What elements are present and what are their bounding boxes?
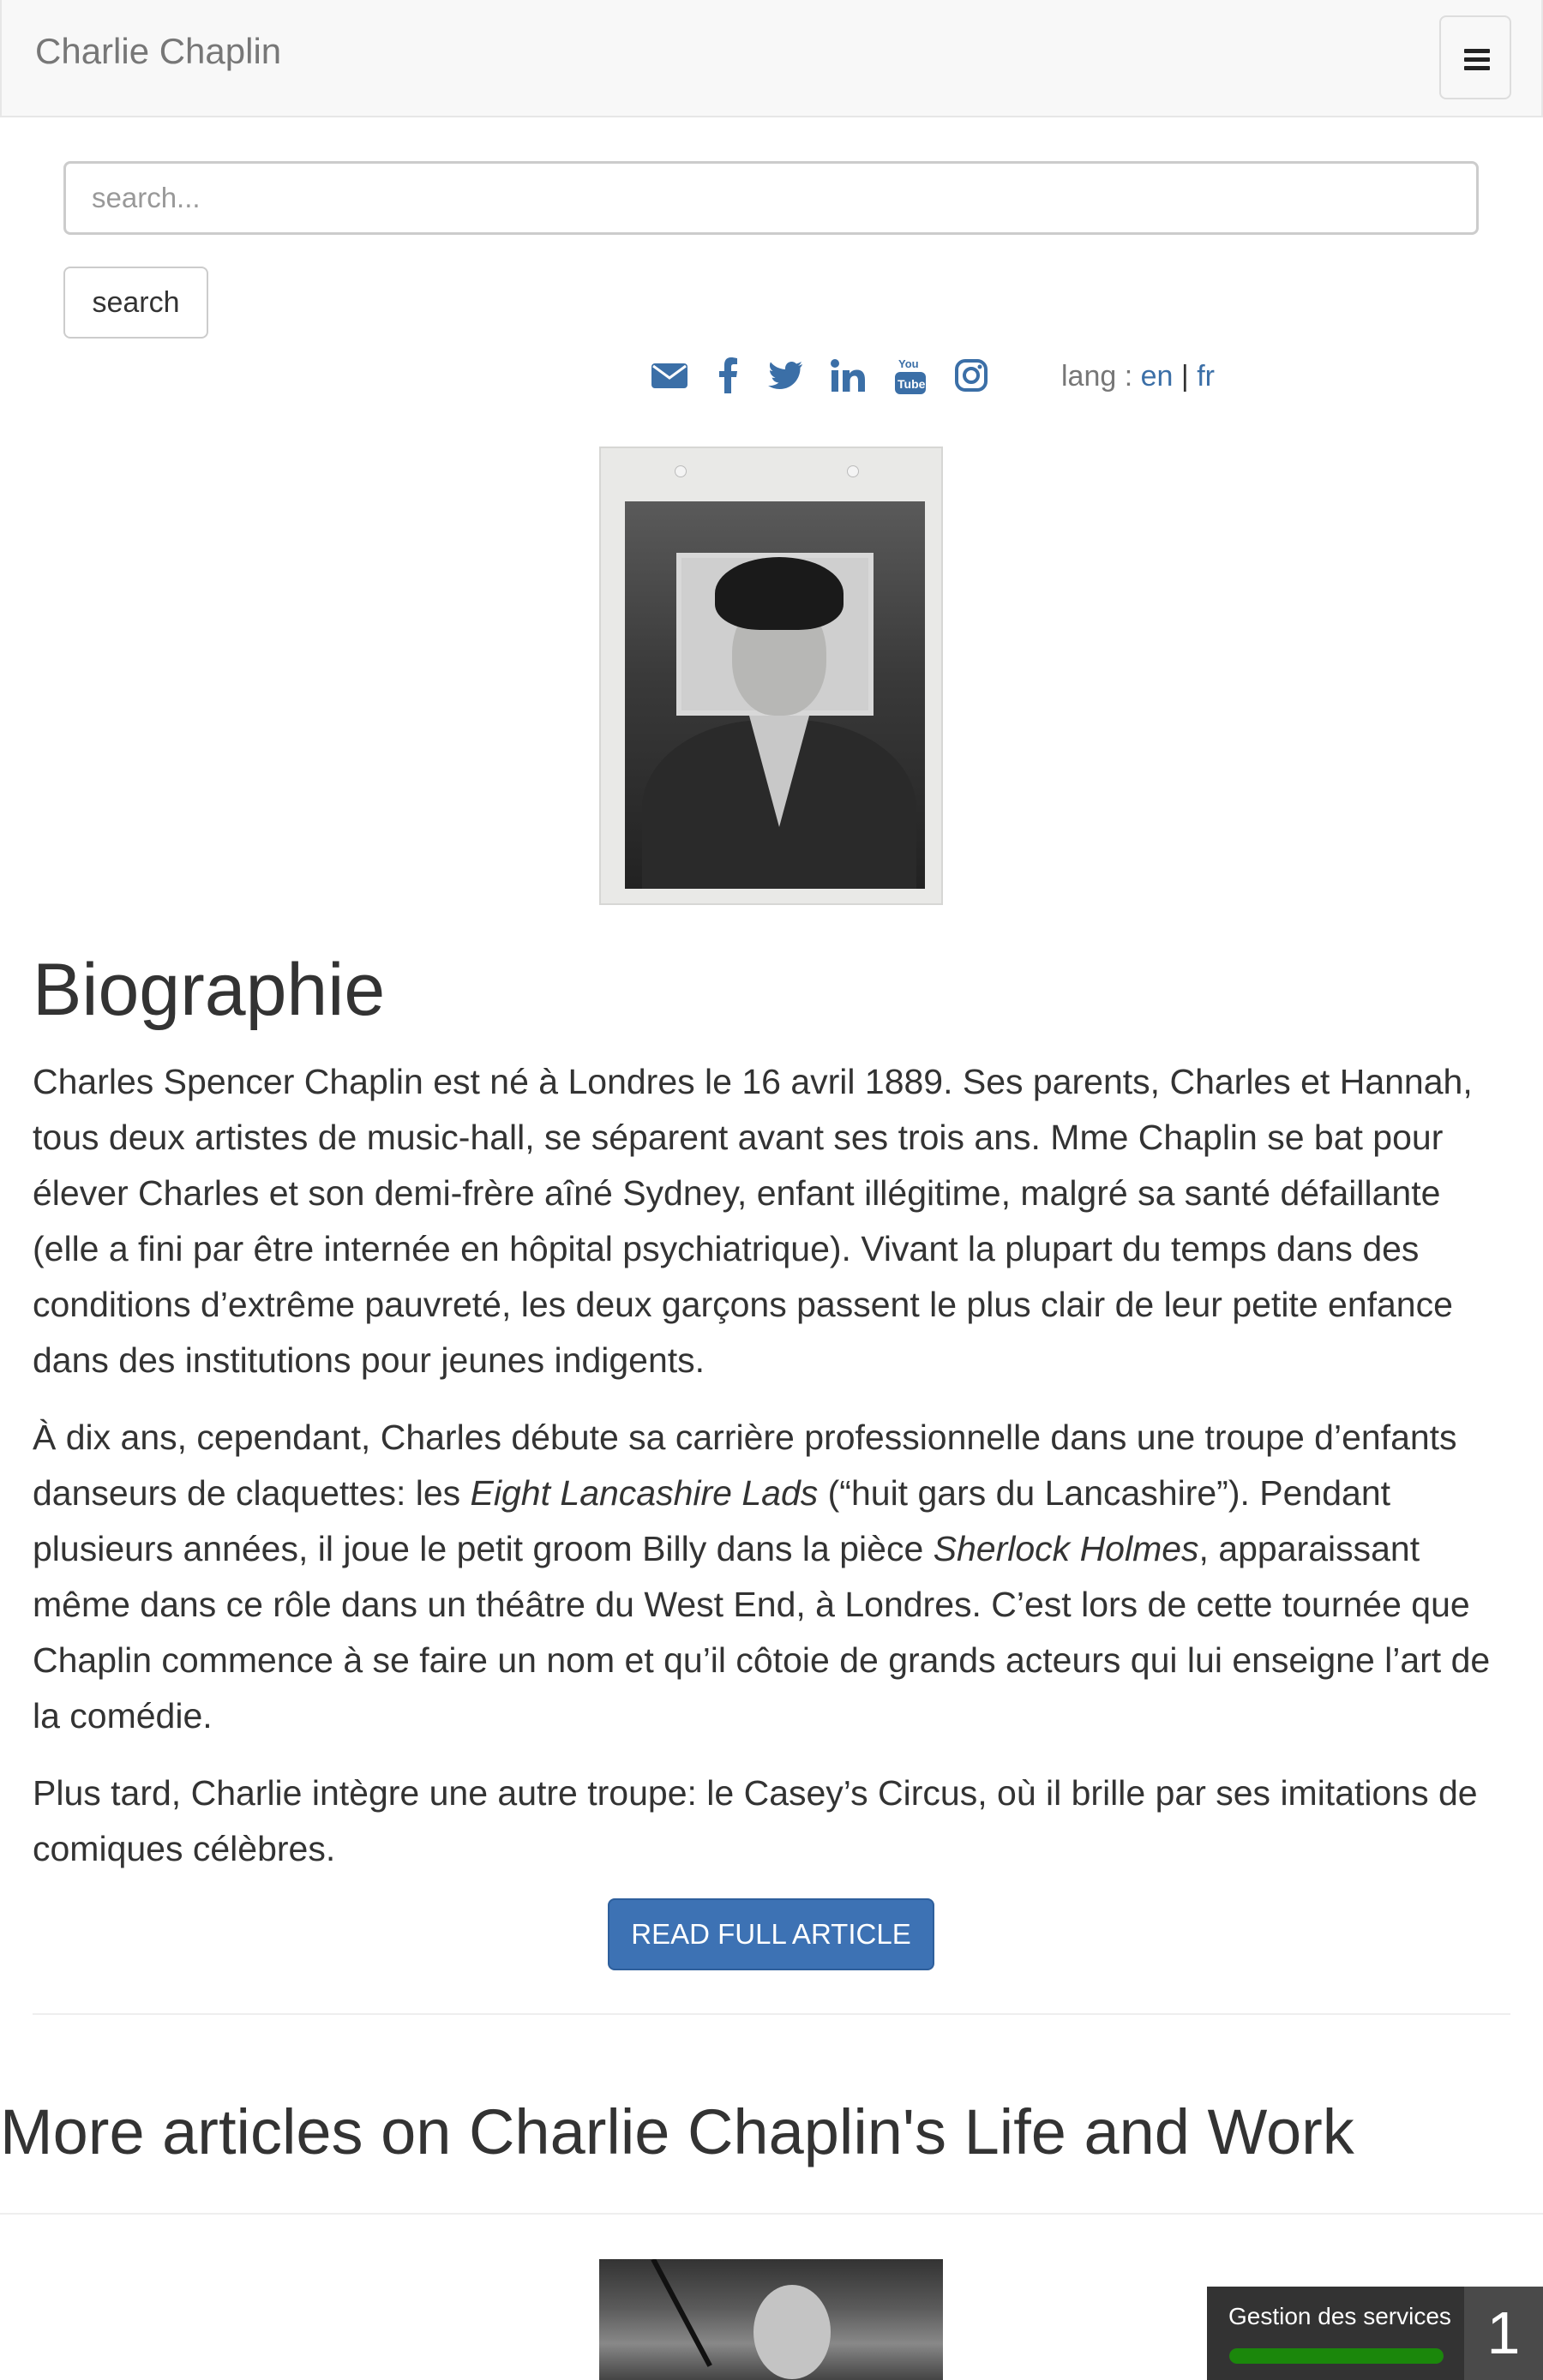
svg-text:Tube: Tube	[898, 377, 926, 391]
divider	[33, 2013, 1510, 2015]
envelope-icon[interactable]	[650, 353, 689, 398]
lang-fr-link[interactable]: fr	[1197, 360, 1215, 393]
instagram-icon[interactable]	[952, 353, 991, 398]
site-brand[interactable]: Charlie Chaplin	[35, 31, 282, 71]
article-paragraph-2: À dix ans, cependant, Charles débute sa carrière professionnelle dans une troupe d’enfants danseurs de claquettes: les Eight Lancashire Lads (“huit gars du Lancashire”). Pendant plusieurs années, il joue le petit groom Billy dans la pièce Sherlock Holmes, apparaissant même dans ce rôle dans un théâtre du West End, à Londres. C’est lors de cette tournée que Chaplin commence à se faire un nom et qu’il côtoie de grands acteurs qui lui enseigne l’art de la comédie.	[33, 1418, 1491, 1736]
navbar	[0, 0, 1543, 117]
lang-label: lang :	[1061, 360, 1141, 393]
article-paragraph-1: Charles Spencer Chaplin est né à Londres le 16 avril 1889. Ses parents, Charles et Hannah, tous deux artistes de music-hall, se séparent avant ses trois ans. Mme Chaplin se bat pour élever Charles et son demi-frère aîné Sydney, enfant illégitime, malgré sa santé défaillante (elle a fini par être internée en hôpital psychiatrique). Vivant la plupart du temps dans des conditions d’extrême pauvreté, les deux garçons passent le plus clair de leur petite enfance dans des institutions pour jeunes indigents.	[33, 1062, 1473, 1380]
read-full-article-button[interactable]: READ FULL ARTICLE	[608, 1898, 934, 1970]
social-links	[0, 353, 1543, 398]
services-management-widget[interactable]	[1207, 2287, 1543, 2380]
services-progress-bar	[1229, 2348, 1444, 2364]
language-switcher	[1061, 356, 1215, 397]
menu-toggle-button[interactable]	[1439, 15, 1511, 99]
article-thumbnail[interactable]	[599, 2259, 943, 2380]
services-count-badge: 1	[1464, 2287, 1543, 2380]
youtube-icon[interactable]	[894, 353, 927, 398]
search-input[interactable]	[63, 161, 1479, 235]
article-paragraph-3: Plus tard, Charlie intègre une autre troupe: le Casey’s Circus, où il brille par ses imitations de comiques célèbres.	[33, 1773, 1478, 1868]
services-label: Gestion des services	[1228, 2303, 1451, 2329]
lang-en-link[interactable]: en	[1140, 360, 1174, 393]
svg-text:You: You	[898, 357, 919, 370]
more-articles-heading: More articles on Charlie Chaplin's Life and Work	[0, 2096, 1354, 2167]
article-title: Biographie	[33, 949, 386, 1031]
lang-separator: |	[1173, 360, 1198, 393]
divider	[0, 2213, 1543, 2215]
search-button[interactable]: search	[63, 267, 208, 339]
linkedin-icon[interactable]	[828, 353, 868, 398]
portrait-image	[599, 447, 943, 905]
facebook-icon[interactable]	[715, 353, 742, 398]
twitter-icon[interactable]	[765, 353, 805, 398]
